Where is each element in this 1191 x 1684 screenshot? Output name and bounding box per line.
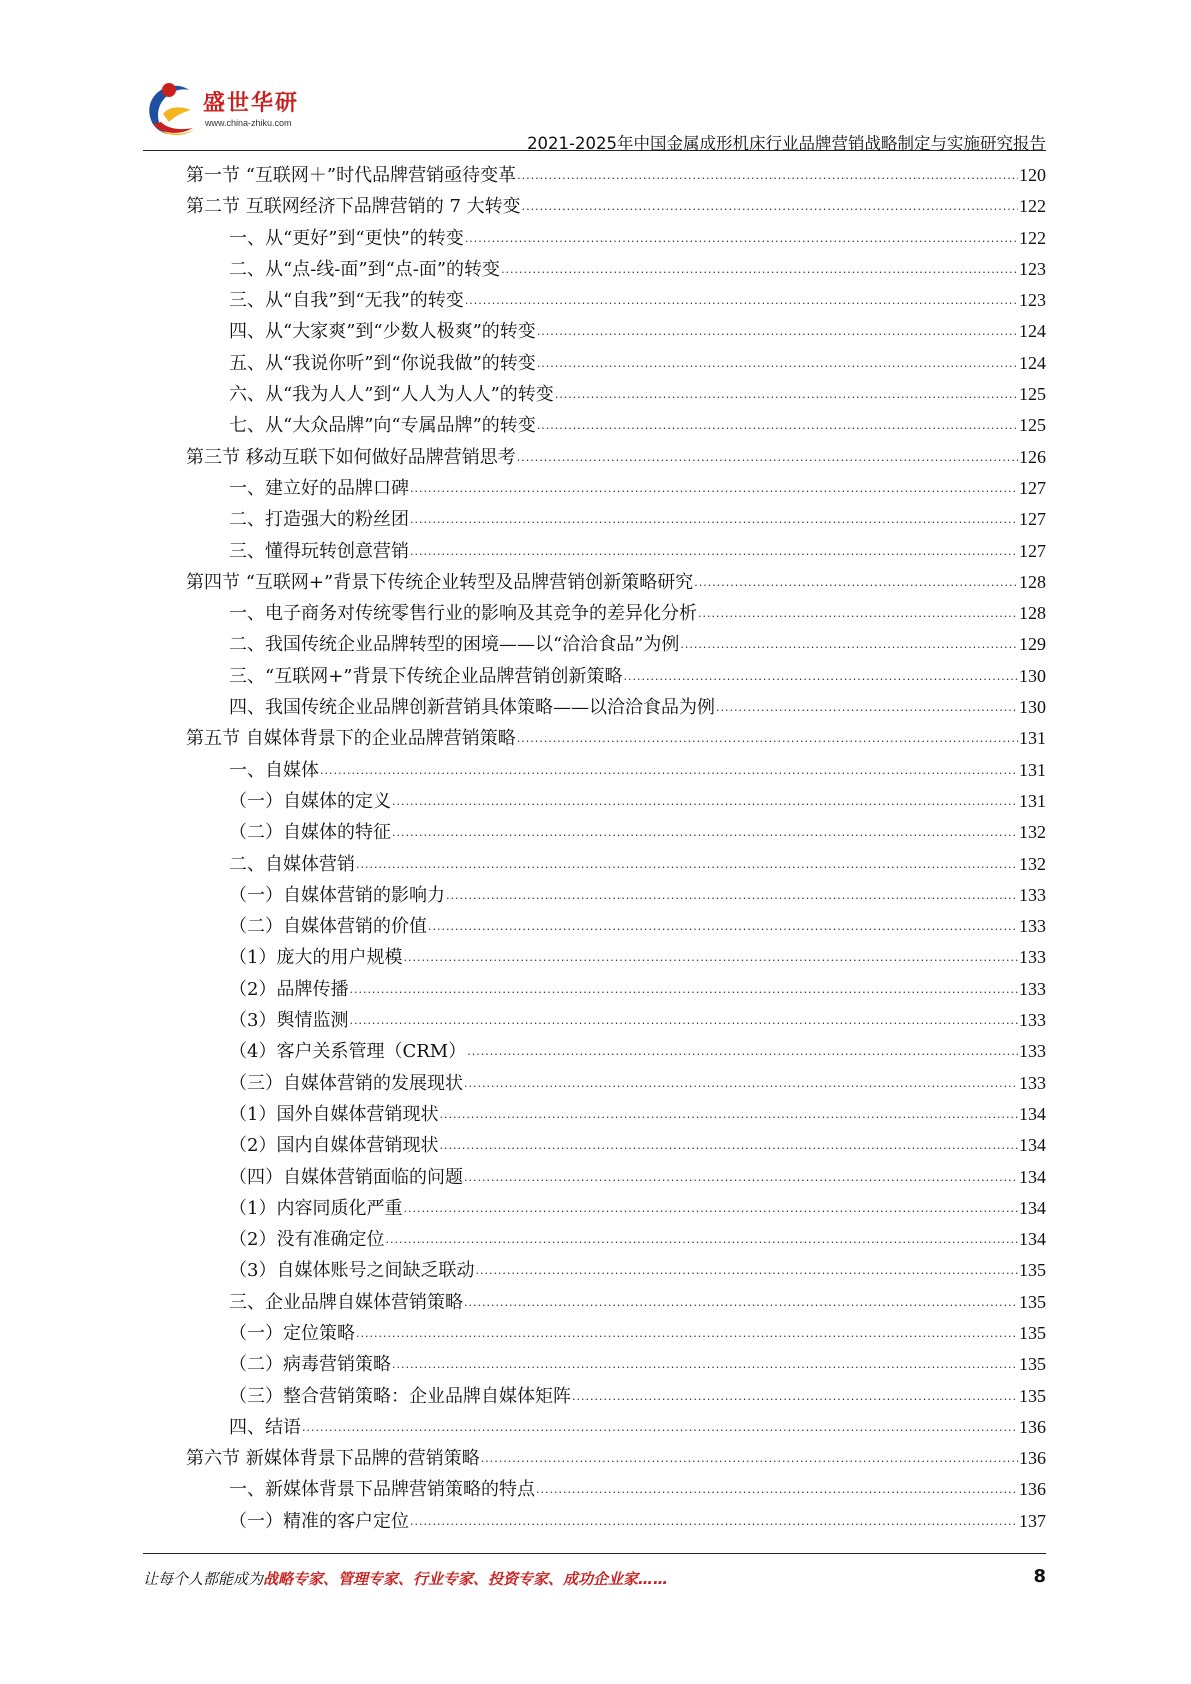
toc-entry-label: 第二节 互联网经济下品牌营销的 7 大转变 [186, 196, 521, 218]
toc-entry-label: （四）自媒体营销面临的问题 [229, 1166, 463, 1188]
toc-entry[interactable] [186, 316, 1046, 347]
toc-entry-label: （1）国外自媒体营销现状 [229, 1103, 439, 1125]
toc-entry[interactable] [186, 160, 1046, 191]
toc-entry-page: 136 [1019, 1448, 1046, 1469]
toc-entry-page: 128 [1019, 603, 1046, 624]
header-divider [143, 150, 1046, 151]
toc-entry-page: 128 [1019, 571, 1046, 592]
toc-entry-label: （三）整合营销策略：企业品牌自媒体矩阵 [229, 1385, 571, 1407]
toc-entry-label: （一）自媒体的定义 [229, 790, 391, 812]
toc-entry[interactable] [186, 1506, 1046, 1537]
toc-entry[interactable] [186, 1193, 1046, 1224]
toc-entry-page: 125 [1019, 384, 1046, 405]
toc-entry-page: 131 [1019, 790, 1046, 811]
toc-entry-page: 135 [1019, 1385, 1046, 1406]
footer-slogan-highlight: 战略专家、管理专家、行业专家、投资专家、成功企业家…… [263, 1570, 669, 1588]
toc-entry[interactable] [186, 1130, 1046, 1161]
toc-entry[interactable] [186, 786, 1046, 817]
toc-entry-label: （二）病毒营销策略 [229, 1354, 391, 1376]
toc-dot-leader [481, 1443, 1018, 1474]
toc-entry[interactable] [186, 661, 1046, 692]
toc-entry-page: 122 [1019, 196, 1046, 217]
toc-entry-page: 133 [1019, 947, 1046, 968]
toc-entry[interactable] [186, 410, 1046, 441]
toc-dot-leader [555, 379, 1018, 410]
toc-entry-label: 第四节 “互联网+”背景下传统企业转型及品牌营销创新策略研究 [186, 571, 694, 593]
toc-entry-label: （一）自媒体营销的影响力 [229, 884, 445, 906]
toc-entry-page: 125 [1019, 415, 1046, 436]
toc-entry[interactable] [186, 1443, 1046, 1474]
toc-entry-label: 二、从“点-线-面”到“点-面”的转变 [229, 258, 501, 280]
toc-entry[interactable] [186, 285, 1046, 316]
toc-entry-page: 122 [1019, 227, 1046, 248]
toc-dot-leader [465, 223, 1018, 254]
toc-entry-label: 四、我国传统企业品牌创新营销具体策略——以洽洽食品为例 [229, 697, 715, 719]
toc-entry-page: 135 [1019, 1260, 1046, 1281]
toc-entry-page: 135 [1019, 1354, 1046, 1375]
toc-dot-leader [522, 191, 1018, 222]
toc-entry[interactable] [186, 1287, 1046, 1318]
toc-entry-label: 四、结语 [229, 1416, 301, 1438]
toc-dot-leader [465, 285, 1018, 316]
toc-entry[interactable] [186, 223, 1046, 254]
toc-dot-leader [439, 1099, 1018, 1130]
toc-entry-label: 一、新媒体背景下品牌营销策略的特点 [229, 1479, 535, 1501]
toc-entry-page: 132 [1019, 853, 1046, 874]
toc-entry[interactable] [186, 348, 1046, 379]
toc-entry-label: （一）精准的客户定位 [229, 1510, 409, 1532]
toc-entry-label: （2）没有准确定位 [229, 1229, 385, 1251]
toc-entry-page: 132 [1019, 822, 1046, 843]
toc-entry-page: 135 [1019, 1291, 1046, 1312]
toc-entry-label: （二）自媒体营销的价值 [229, 916, 427, 938]
toc-entry-label: （三）自媒体营销的发展现状 [229, 1072, 463, 1094]
toc-entry-label: （二）自媒体的特征 [229, 822, 391, 844]
toc-entry-label: （3）舆情监测 [229, 1010, 349, 1032]
table-of-contents [186, 160, 1046, 1537]
toc-dot-leader [356, 849, 1018, 880]
toc-entry[interactable] [186, 442, 1046, 473]
toc-dot-leader [716, 692, 1018, 723]
toc-entry[interactable] [186, 1412, 1046, 1443]
toc-entry-page: 133 [1019, 1041, 1046, 1062]
toc-entry-label: 三、“互联网+”背景下传统企业品牌营销创新策略 [229, 665, 623, 687]
toc-entry-label: 一、自媒体 [229, 759, 319, 781]
toc-entry[interactable] [186, 817, 1046, 848]
footer-slogan [143, 1568, 668, 1589]
toc-entry-page: 134 [1019, 1197, 1046, 1218]
toc-entry-label: 六、从“我为人人”到“人人为人人”的转变 [229, 384, 554, 406]
toc-entry-page: 134 [1019, 1229, 1046, 1250]
toc-dot-leader [536, 1474, 1018, 1505]
toc-entry[interactable] [186, 1349, 1046, 1380]
logo-url: www.china-zhiku.com [205, 118, 292, 128]
toc-entry[interactable] [186, 504, 1046, 535]
toc-entry[interactable] [186, 536, 1046, 567]
toc-entry-label: 二、自媒体营销 [229, 853, 355, 875]
toc-dot-leader [694, 567, 1018, 598]
toc-entry-page: 124 [1019, 352, 1046, 373]
toc-entry-page: 126 [1019, 446, 1046, 467]
toc-entry-page: 133 [1019, 916, 1046, 937]
toc-dot-leader [698, 598, 1018, 629]
toc-dot-leader [392, 817, 1018, 848]
toc-entry[interactable] [186, 1224, 1046, 1255]
toc-entry-page: 134 [1019, 1103, 1046, 1124]
toc-dot-leader [680, 629, 1018, 660]
toc-dot-leader [464, 1162, 1018, 1193]
toc-entry-label: 第五节 自媒体背景下的企业品牌营销策略 [186, 728, 516, 750]
toc-entry[interactable] [186, 880, 1046, 911]
toc-dot-leader [446, 880, 1018, 911]
toc-entry[interactable] [186, 1036, 1046, 1067]
toc-dot-leader [464, 1287, 1018, 1318]
toc-entry[interactable] [186, 1068, 1046, 1099]
toc-entry-label: （1）庞大的用户规模 [229, 947, 403, 969]
toc-entry-label: 三、企业品牌自媒体营销策略 [229, 1291, 463, 1313]
toc-dot-leader [475, 1255, 1018, 1286]
toc-dot-leader [403, 942, 1018, 973]
toc-dot-leader [410, 473, 1018, 504]
toc-dot-leader [537, 316, 1018, 347]
toc-entry-page: 135 [1019, 1322, 1046, 1343]
toc-entry[interactable] [186, 974, 1046, 1005]
toc-dot-leader [467, 1036, 1018, 1067]
toc-entry-label: 五、从“我说你听”到“你说我做”的转变 [229, 352, 536, 374]
toc-dot-leader [392, 1349, 1018, 1380]
toc-entry-label: 第一节 “互联网＋”时代品牌营销亟待变革 [186, 165, 517, 186]
company-logo [143, 78, 313, 144]
toc-entry[interactable] [186, 191, 1046, 222]
toc-dot-leader [428, 911, 1018, 942]
toc-entry-label: 一、电子商务对传统零售行业的影响及其竞争的差异化分析 [229, 603, 697, 625]
toc-entry-label: 一、建立好的品牌口碑 [229, 477, 409, 499]
toc-dot-leader [403, 1193, 1018, 1224]
toc-entry-label: 一、从“更好”到“更快”的转变 [229, 227, 464, 249]
toc-dot-leader [517, 442, 1018, 473]
toc-dot-leader [501, 254, 1018, 285]
toc-entry-label: 二、我国传统企业品牌转型的困境——以“洽洽食品”为例 [229, 634, 680, 656]
toc-entry[interactable] [186, 1318, 1046, 1349]
toc-entry-label: 七、从“大众品牌”向“专属品牌”的转变 [229, 415, 536, 437]
toc-entry-page: 133 [1019, 884, 1046, 905]
toc-entry[interactable] [186, 942, 1046, 973]
document-title: 2021-2025年中国金属成形机床行业品牌营销战略制定与实施研究报告 [527, 134, 1046, 153]
toc-entry[interactable] [186, 1099, 1046, 1130]
toc-entry-page: 133 [1019, 1010, 1046, 1031]
toc-entry-page: 136 [1019, 1416, 1046, 1437]
toc-entry-page: 134 [1019, 1166, 1046, 1187]
toc-entry-page: 127 [1019, 509, 1046, 530]
page-header [143, 78, 1046, 153]
toc-dot-leader [302, 1412, 1018, 1443]
toc-dot-leader [410, 1506, 1018, 1537]
toc-entry-label: （2）国内自媒体营销现状 [229, 1135, 439, 1157]
toc-dot-leader [537, 410, 1018, 441]
toc-entry[interactable] [186, 567, 1046, 598]
toc-entry-page: 131 [1019, 759, 1046, 780]
toc-dot-leader [572, 1381, 1018, 1412]
toc-entry-label: 四、从“大家爽”到“少数人极爽”的转变 [229, 321, 536, 343]
toc-dot-leader [537, 348, 1018, 379]
toc-dot-leader [320, 755, 1018, 786]
toc-dot-leader [410, 536, 1018, 567]
toc-entry[interactable] [186, 379, 1046, 410]
toc-dot-leader [349, 1005, 1018, 1036]
toc-entry-label: （2）品牌传播 [229, 978, 349, 1000]
toc-entry[interactable] [186, 473, 1046, 504]
toc-dot-leader [410, 504, 1018, 535]
toc-dot-leader [517, 160, 1018, 191]
toc-dot-leader [464, 1068, 1018, 1099]
toc-entry-page: 137 [1019, 1510, 1046, 1531]
toc-entry-label: 三、懂得玩转创意营销 [229, 540, 409, 562]
page-footer [143, 1568, 1046, 1594]
toc-dot-leader [349, 974, 1018, 1005]
toc-entry[interactable] [186, 692, 1046, 723]
toc-entry[interactable] [186, 1474, 1046, 1505]
toc-entry[interactable] [186, 911, 1046, 942]
logo-swoosh-icon [143, 78, 203, 140]
toc-entry[interactable] [186, 254, 1046, 285]
toc-entry-label: （3）自媒体账号之间缺乏联动 [229, 1260, 475, 1282]
toc-entry[interactable] [186, 1005, 1046, 1036]
toc-entry[interactable] [186, 1381, 1046, 1412]
toc-entry-label: （4）客户关系管理（CRM） [229, 1041, 467, 1063]
toc-entry-page: 120 [1019, 165, 1046, 185]
toc-entry-label: 三、从“自我”到“无我”的转变 [229, 290, 464, 312]
toc-entry-page: 123 [1019, 290, 1046, 311]
toc-entry-label: （一）定位策略 [229, 1322, 355, 1344]
footer-slogan-lead: 让每个人都能成为 [143, 1570, 264, 1588]
toc-entry-page: 129 [1019, 634, 1046, 655]
toc-entry-label: （1）内容同质化严重 [229, 1197, 403, 1219]
toc-dot-leader [439, 1130, 1018, 1161]
toc-entry-page: 131 [1019, 728, 1046, 749]
toc-entry-label: 二、打造强大的粉丝团 [229, 509, 409, 531]
toc-dot-leader [392, 786, 1018, 817]
toc-entry-page: 136 [1019, 1479, 1046, 1500]
toc-entry[interactable] [186, 723, 1046, 754]
toc-entry-page: 134 [1019, 1135, 1046, 1156]
toc-entry[interactable] [186, 755, 1046, 786]
toc-entry-page: 127 [1019, 540, 1046, 561]
toc-entry-page: 133 [1019, 978, 1046, 999]
toc-entry[interactable] [186, 849, 1046, 880]
footer-divider [143, 1553, 1046, 1554]
toc-dot-leader [385, 1224, 1018, 1255]
toc-entry-page: 133 [1019, 1072, 1046, 1093]
toc-dot-leader [517, 723, 1018, 754]
toc-entry-page: 130 [1019, 697, 1046, 718]
toc-entry[interactable] [186, 598, 1046, 629]
toc-entry-label: 第三节 移动互联下如何做好品牌营销思考 [186, 446, 516, 468]
toc-entry[interactable] [186, 629, 1046, 660]
toc-entry-page: 123 [1019, 258, 1046, 279]
toc-entry-label: 第六节 新媒体背景下品牌的营销策略 [186, 1448, 480, 1470]
toc-dot-leader [623, 661, 1018, 692]
toc-entry[interactable] [186, 1162, 1046, 1193]
toc-entry[interactable] [186, 1255, 1046, 1286]
logo-name: 盛世华研 [203, 91, 300, 116]
page-number: 8 [1033, 1566, 1046, 1587]
toc-dot-leader [356, 1318, 1018, 1349]
toc-entry-page: 127 [1019, 477, 1046, 498]
toc-entry-page: 130 [1019, 665, 1046, 686]
toc-entry-page: 124 [1019, 321, 1046, 342]
